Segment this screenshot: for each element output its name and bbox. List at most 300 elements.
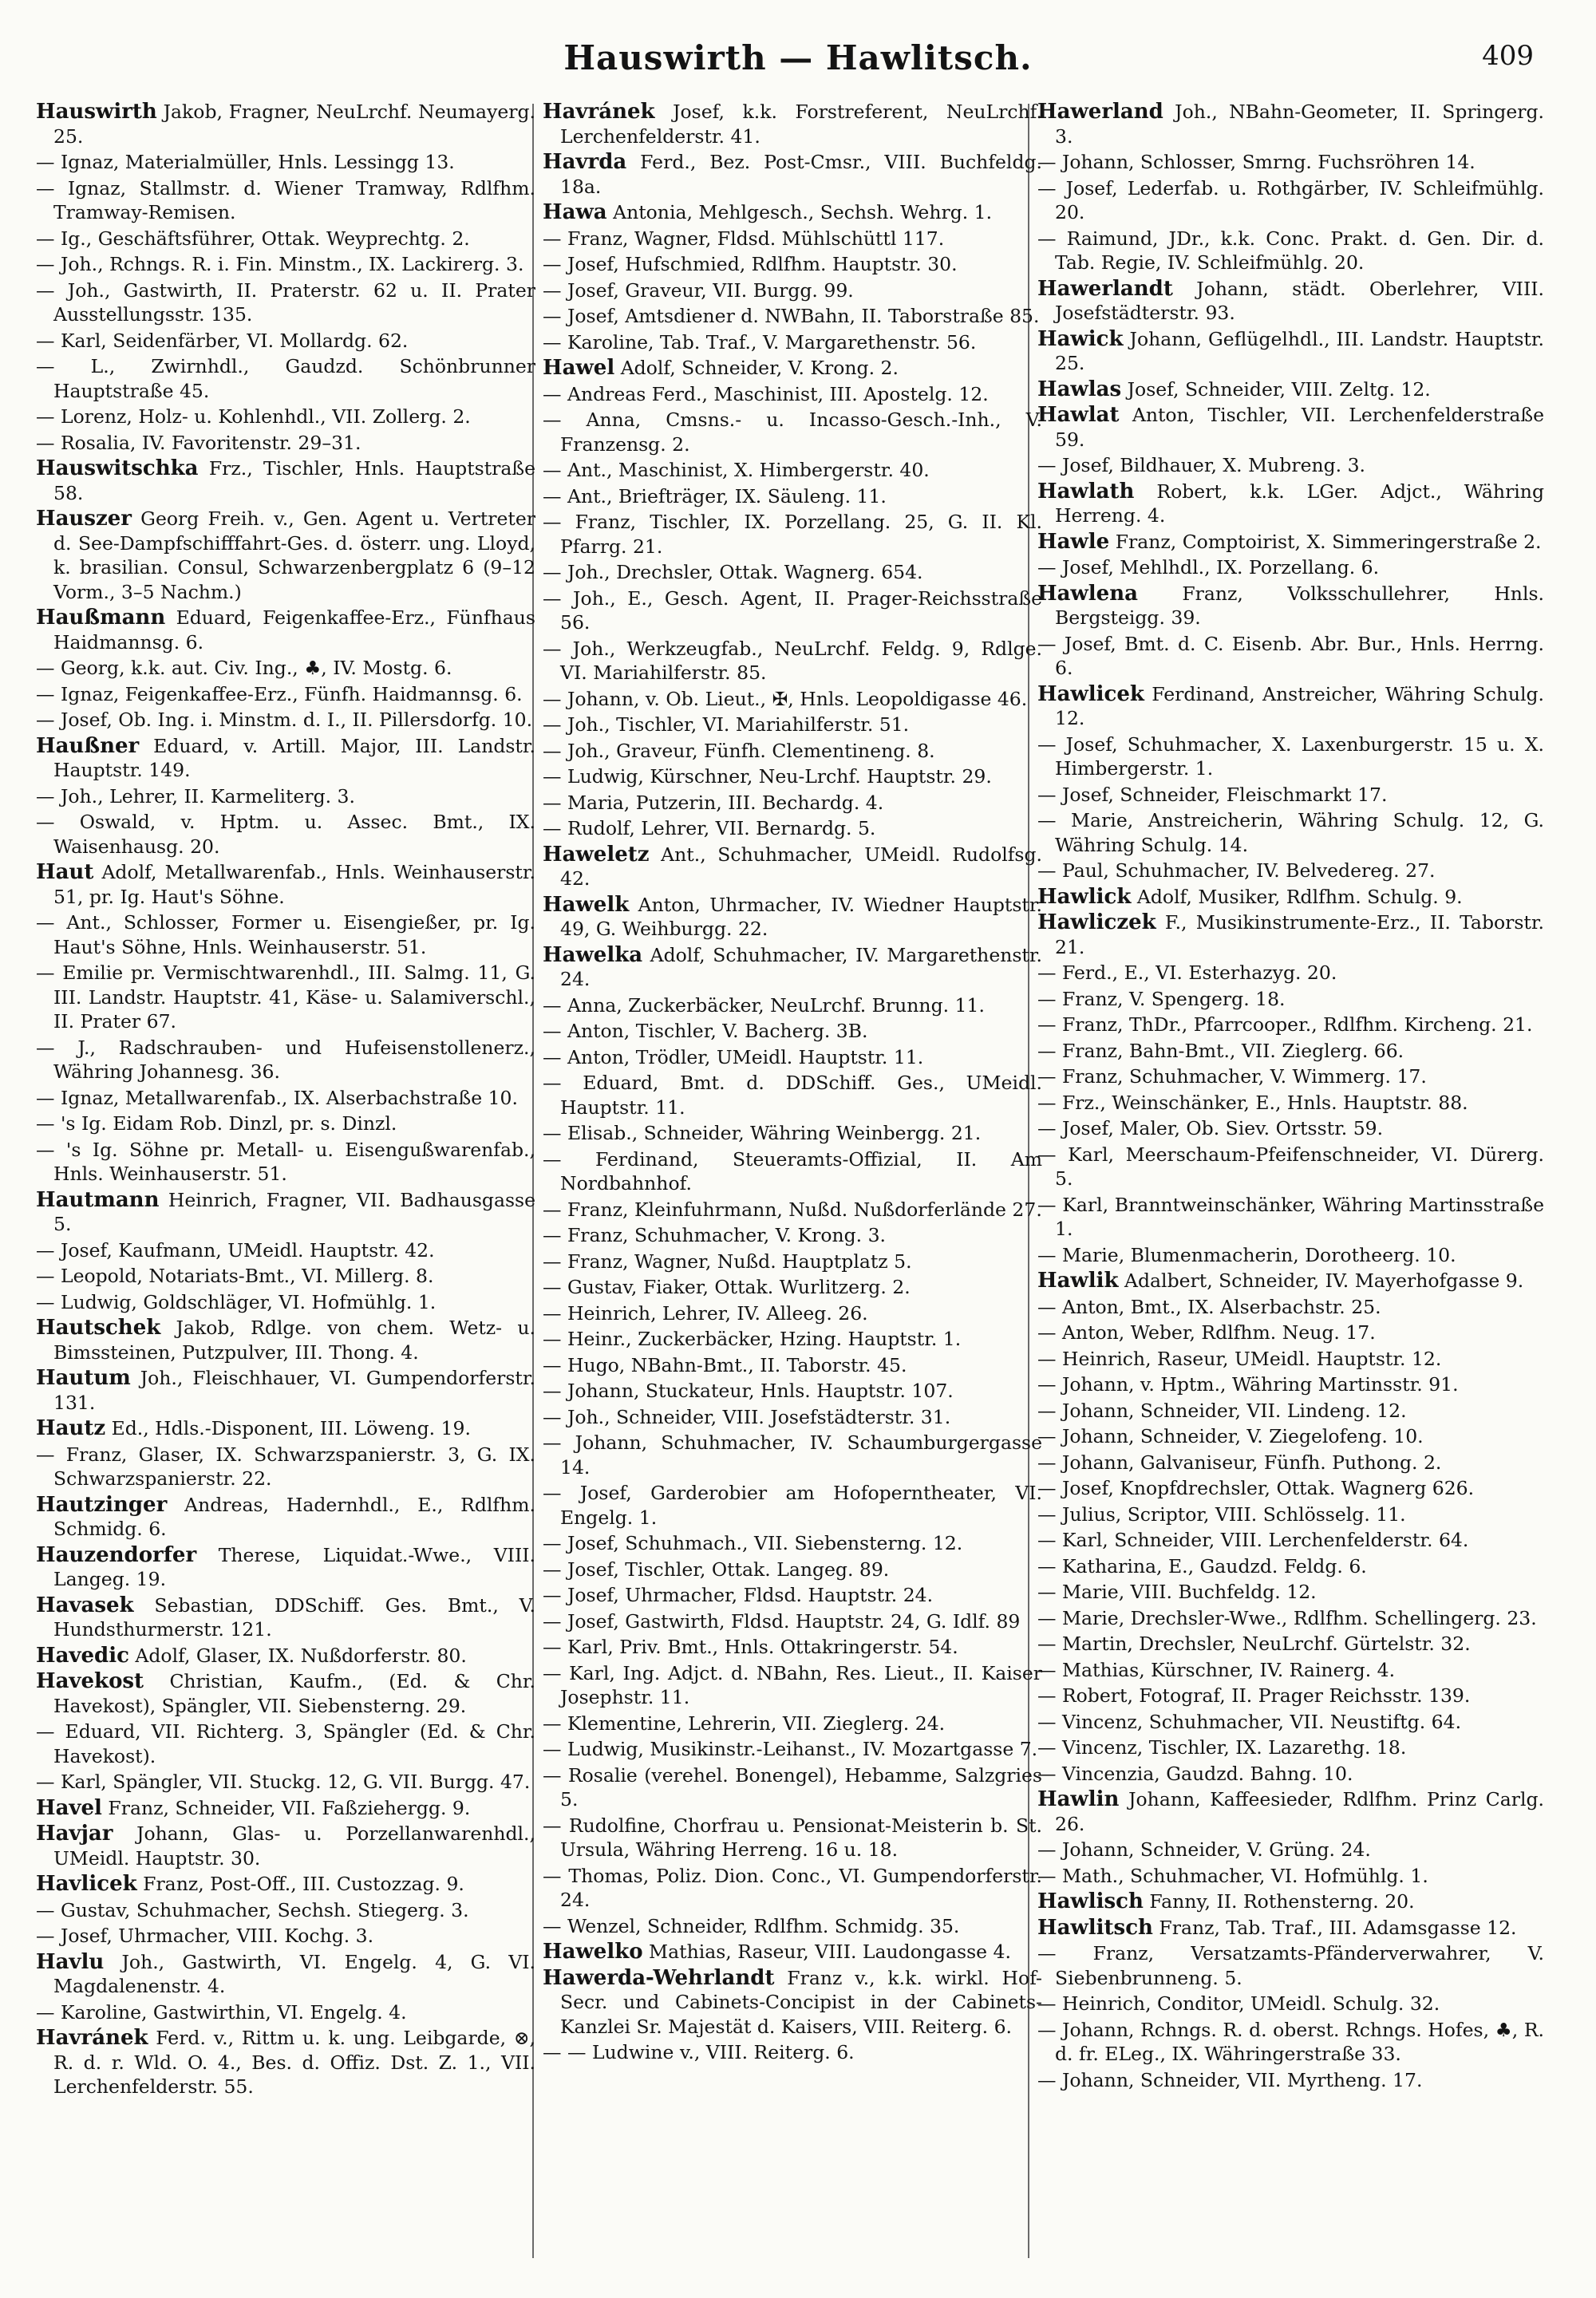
directory-entry (1037, 783, 1544, 807)
entry-details: Joh., Fleischhauer, VI. Gumpendorferstr. 131. (53, 1367, 535, 1414)
directory-entry (1037, 1735, 1544, 1760)
entry-details: — — Ludwine v., VIII. Reiterg. 6. (543, 2041, 855, 2063)
entry-details: — Franz, Wagner, Fldsd. Mühlschüttl 117. (543, 227, 945, 250)
entry-details: — Karoline, Gastwirthin, VI. Engelg. 4. (36, 2000, 407, 2024)
entry-surname: Hawa (543, 200, 607, 224)
directory-entry (543, 764, 1042, 789)
entry-details: Jakob, Rdlge. von chem. Wetz- u. Bimssteinen, Putzpulver, III. Thong. 4. (53, 1317, 535, 1364)
directory-entry (36, 1796, 535, 1821)
entry-details: — Johann, Schneider, V. Ziegelofeng. 10. (1037, 1425, 1424, 1447)
directory-entry (543, 739, 1042, 764)
directory-entry (543, 1864, 1042, 1913)
directory-entry (36, 252, 535, 277)
entry-details: — Math., Schuhmacher, VI. Hofmühlg. 1. (1037, 1864, 1428, 1887)
entry-details: Adalbert, Schneider, IV. Mayerhofgasse 9. (1118, 1269, 1524, 1292)
directory-entry (1037, 1838, 1544, 1862)
entry-surname: Hawlas (1037, 377, 1122, 401)
entry-surname: Hawlitsch (1037, 1915, 1153, 1940)
entry-details: — Lorenz, Holz- u. Kohlenhdl., VII. Zollerg. 2. (36, 405, 471, 428)
entry-details: — Ferdinand, Steueramts-Offizial, II. Am Nordbahnhof. (543, 1147, 1042, 1194)
entry-details: — Johann, v. Hptm., Währing Martinsstr. 91. (1037, 1373, 1459, 1396)
entry-surname: Hautz (36, 1416, 106, 1440)
directory-entry (543, 637, 1042, 685)
entry-surname: Hawlat (1037, 403, 1120, 427)
entry-details: — Anton, Bmt., IX. Alserbachstr. 25. (1037, 1295, 1381, 1318)
directory-entry (36, 784, 535, 809)
directory-entry (36, 910, 535, 959)
entry-details: Ed., Hdls.-Disponent, III. Löweng. 19. (105, 1417, 471, 1439)
directory-entry (36, 1264, 535, 1289)
entry-details: Jakob, Fragner, NeuLrchf. Neumayerg. 25. (53, 101, 535, 148)
entry-details: — Oswald, v. Hptm. u. Assec. Bmt., IX. Waisenhausg. 20. (36, 811, 535, 858)
directory-entry (36, 1924, 535, 1949)
entry-details: — Karl, Seidenfärber, VI. Mollardg. 62. (36, 329, 409, 352)
entry-details: — Marie, Blumenmacherin, Dorotheerg. 10. (1037, 1243, 1456, 1266)
entry-details: Heinrich, Fragner, VII. Badhausgasse 5. (53, 1188, 535, 1235)
entry-details: — Johann, Galvaniseur, Fünfh. Puthong. 2. (1037, 1451, 1442, 1474)
entry-details: — Gustav, Schuhmacher, Sechsh. Stiegerg. 3. (36, 1898, 469, 1921)
directory-entry (1037, 480, 1544, 528)
directory-entry (543, 510, 1042, 559)
directory-entry (1037, 1091, 1544, 1115)
entry-details: — J., Radschrauben- und Hufeisenstollenerz., Währing Johannesg. 36. (36, 1036, 535, 1083)
directory-entry (36, 1138, 535, 1187)
entry-surname: Hawerda-Wehrlandt (543, 1965, 775, 1990)
entry-details: — Emilie pr. Vermischtwarenhdl., III. Salmg. 11, G. III. Landstr. Hauptstr. 41, Käse- u. Salamiverschl., II. Prater 67. (36, 961, 535, 1033)
entry-surname: Havlicek (36, 1872, 137, 1896)
entry-details: — Marie, Drechsler-Wwe., Rdlfhm. Schellingerg. 23. (1037, 1606, 1537, 1629)
entry-details: — Klementine, Lehrerin, VII. Zieglerg. 24. (543, 1712, 946, 1735)
entry-surname: Hawlick (1037, 884, 1132, 909)
entry-surname: Hawlisch (1037, 1889, 1144, 1913)
directory-entry (36, 1443, 535, 1491)
directory-entry (1037, 277, 1544, 326)
entry-surname: Hawelko (543, 1940, 643, 1964)
directory-entry (543, 1712, 1042, 1736)
directory-entry (543, 1019, 1042, 1044)
entry-details: — Julius, Scriptor, VIII. Schlösselg. 11. (1037, 1502, 1406, 1526)
entry-details: — Joh., Gastwirth, II. Praterstr. 62 u. II. Prater Ausstellungsstr. 135. (36, 278, 535, 326)
entry-details: — Josef, Uhrmacher, Fldsd. Hauptstr. 24. (543, 1584, 934, 1606)
entry-surname: Hautum (36, 1366, 131, 1390)
column-3 (1037, 100, 1544, 2278)
directory-entry (1037, 808, 1544, 857)
entry-details: Adolf, Musiker, Rdlfhm. Schulg. 9. (1131, 885, 1463, 908)
directory-entry (543, 200, 1042, 225)
entry-details: — Marie, Anstreicherin, Währing Schulg. 12, G. Währing Schulg. 14. (1037, 809, 1544, 856)
entry-details: — Vincenz, Schuhmacher, VII. Neustiftg. 64. (1037, 1710, 1462, 1733)
entry-details: — Franz, Kleinfuhrmann, Nußd. Nußdorferlände 27. (543, 1198, 1042, 1221)
entry-details: — Heinrich, Conditor, UMeidl. Schulg. 32. (1037, 1992, 1440, 2015)
entry-details: — Joh., Tischler, VI. Mariahilferstr. 51. (543, 713, 910, 736)
directory-entry (1037, 453, 1544, 478)
entry-details: — Josef, Kaufmann, UMeidl. Hauptstr. 42. (36, 1238, 435, 1262)
entry-details: — Ludwig, Goldschläger, VI. Hofmühlg. 1. (36, 1290, 437, 1313)
entry-details: Robert, k.k. LGer. Adjct., Währing Herreng. 4. (1055, 480, 1544, 527)
entry-details: — Joh., Rchngs. R. i. Fin. Minstm., IX. Lackirerg. 3. (36, 253, 524, 275)
entry-details: — Karl, Schneider, VIII. Lerchenfelderstr. 64. (1037, 1529, 1469, 1551)
directory-entry (543, 687, 1042, 712)
directory-entry (543, 893, 1042, 942)
entry-details: — Franz, Schuhmacher, V. Wimmerg. 17. (1037, 1065, 1427, 1088)
directory-entry (1037, 1193, 1544, 1242)
entry-details: — Ant., Maschinist, X. Himbergerstr. 40. (543, 459, 930, 481)
directory-entry (1037, 1451, 1544, 1475)
directory-entry (543, 1301, 1042, 1326)
directory-entry (1037, 1064, 1544, 1089)
directory-entry (1037, 1941, 1544, 1990)
directory-entry (1037, 1295, 1544, 1320)
entry-details: — Josef, Gastwirth, Fldsd. Hauptstr. 24, G. Idlf. 89 (543, 1609, 1021, 1633)
directory-entry (36, 176, 535, 225)
entry-details: — Karl, Priv. Bmt., Hnls. Ottakringerstr. 54. (543, 1636, 958, 1658)
directory-entry (36, 150, 535, 175)
directory-entry (1037, 1476, 1544, 1501)
entry-surname: Hawlena (1037, 581, 1138, 606)
directory-entry (543, 1737, 1042, 1762)
directory-entry (543, 356, 1042, 381)
directory-entry (543, 330, 1042, 355)
entry-details: — Leopold, Notariats-Bmt., VI. Millerg. 8. (36, 1265, 434, 1287)
directory-entry (36, 1086, 535, 1111)
directory-entry (36, 961, 535, 1034)
directory-entry (1037, 1321, 1544, 1345)
entry-details: Andreas, Hadernhdl., E., Rdlfhm. Schmidg. 6. (53, 1493, 535, 1540)
directory-entry (543, 1353, 1042, 1378)
entry-details: — Ig., Geschäftsführer, Ottak. Weyprechtg. 2. (36, 227, 470, 250)
directory-entry (543, 560, 1042, 585)
entry-details: — Hugo, NBahn-Bmt., II. Taborstr. 45. (543, 1353, 907, 1376)
directory-entry (1037, 2018, 1544, 2067)
entry-details: — Josef, Knopfdrechsler, Ottak. Wagnerg 626. (1037, 1477, 1475, 1499)
entry-surname: Hawerlandt (1037, 276, 1173, 301)
directory-entry (1037, 1372, 1544, 1397)
entry-details: — Johann, Rchngs. R. d. oberst. Rchngs. Hofes, ♣, R. d. fr. ELeg., IX. Währingerstraße 33. (1037, 2018, 1544, 2065)
entry-details: Christian, Kaufm., (Ed. & Chr. Havekost), Spängler, VII. Siebensterng. 29. (53, 1670, 535, 1717)
entry-details: — Ludwig, Kürschner, Neu-Lrchf. Hauptstr. 29. (543, 765, 992, 788)
entry-details: — Andreas Ferd., Maschinist, III. Apostelg. 12. (543, 382, 989, 405)
entry-details: — Ignaz, Stallmstr. d. Wiener Tramway, Rdlfhm. Tramway-Remisen. (36, 176, 535, 223)
entry-details: Franz v., k.k. wirkl. Hof-Secr. und Cabinets-Concipist in der Cabinets-Kanzlei Sr. Majestät d. Kaisers, VIII. Reiterg. 6. (560, 1966, 1042, 2038)
entry-details: Johann, städt. Oberlehrer, VIII. Josefstädterstr. 93. (1055, 277, 1544, 324)
entry-surname: Havrda (543, 150, 627, 174)
directory-entry (543, 1071, 1042, 1119)
directory-entry (36, 1770, 535, 1795)
entry-details: — Joh., E., Gesch. Agent, II. Prager-Reichsstraße 56. (543, 586, 1042, 634)
entry-details: — Anna, Cmsns.- u. Incasso-Gesch.-Inh., V. Franzensg. 2. (543, 409, 1042, 456)
entry-details: — Georg, k.k. aut. Civ. Ing., ♣, IV. Mostg. 6. (36, 657, 452, 679)
entry-details: Franz, Volksschullehrer, Hnls. Bergsteigg. 39. (1055, 582, 1544, 629)
entry-details: — Josef, Bildhauer, X. Mubreng. 3. (1037, 454, 1366, 476)
directory-entry (36, 708, 535, 732)
directory-entry (543, 252, 1042, 277)
entry-details: Therese, Liquidat.-Wwe., VIII. Langeg. 19. (53, 1543, 535, 1590)
entry-details: — Joh., Drechsler, Ottak. Wagnerg. 654. (543, 561, 923, 583)
entry-details: — Gustav, Fiaker, Ottak. Wurlitzerg. 2. (543, 1276, 911, 1298)
entry-details: — Joh., Lehrer, II. Karmeliterg. 3. (36, 784, 355, 807)
directory-entry (543, 1481, 1042, 1530)
entry-details: — Anton, Tischler, V. Bacherg. 3B. (543, 1020, 868, 1042)
entry-details: — Anton, Trödler, UMeidl. Hauptstr. 11. (543, 1045, 924, 1068)
directory-entry (36, 656, 535, 681)
directory-entry (1037, 1916, 1544, 1941)
directory-entry (543, 1275, 1042, 1300)
entry-details: — Josef, Schuhmach., VII. Siebensterng. 12. (543, 1532, 963, 1554)
entry-details: Georg Freih. v., Gen. Agent u. Vertreter d. See-Dampfschifffahrt-Ges. d. österr. ung. Lloyd, k. brasilian. Consul, Schwarzenbergplatz 6 (9–12 Vorm., 3–5 Nachm.) (53, 507, 535, 603)
directory-entry (543, 1121, 1042, 1146)
entry-details: Franz, Post-Off., III. Custozzag. 9. (136, 1873, 464, 1895)
entry-details: — Ferd., E., VI. Esterhazyg. 20. (1037, 961, 1337, 984)
entry-details: — Elisab., Schneider, Währing Weinbergg. 21. (543, 1122, 982, 1144)
directory-entry (1037, 530, 1544, 555)
directory-entry (1037, 1992, 1544, 2016)
entry-details: — Karoline, Tab. Traf., V. Margarethenstr. 56. (543, 330, 977, 353)
entry-details: — Johann, Schlosser, Smrng. Fuchsröhren 14. (1037, 151, 1476, 173)
directory-entry (1037, 987, 1544, 1012)
directory-entry (36, 1872, 535, 1897)
directory-entry (1037, 1424, 1544, 1449)
directory-entry (36, 456, 535, 505)
entry-details: — Heinrich, Raseur, UMeidl. Hauptstr. 12. (1037, 1347, 1442, 1370)
entry-details: — Joh., Graveur, Fünfh. Clementineng. 8. (543, 739, 935, 762)
directory-entry (543, 304, 1042, 329)
entry-details: — Raimund, JDr., k.k. Conc. Prakt. d. Gen. Dir. d. Tab. Regie, IV. Schleifmühlg. 20. (1037, 227, 1544, 274)
directory-entry (543, 1763, 1042, 1812)
entry-surname: Haußmann (36, 606, 166, 630)
entry-details: — Franz, Glaser, IX. Schwarzspanierstr. 3, G. IX. Schwarzspanierstr. 22. (36, 1443, 535, 1490)
entry-details: — Josef, Uhrmacher, VIII. Kochg. 3. (36, 1925, 374, 1947)
entry-details: — Mathias, Kürschner, IV. Rainerg. 4. (1037, 1658, 1396, 1681)
entry-details: — Franz, Bahn-Bmt., VII. Zieglerg. 66. (1037, 1039, 1404, 1062)
entry-surname: Hawle (1037, 529, 1110, 554)
directory-entry (36, 278, 535, 327)
directory-entry (1037, 1889, 1544, 1914)
entry-details: — Marie, VIII. Buchfeldg. 12. (1037, 1581, 1317, 1603)
entry-details: Adolf, Schneider, V. Krong. 2. (614, 357, 899, 379)
directory-entry (543, 1940, 1042, 1964)
entry-details: — Johann, Schneider, VII. Myrtheng. 17. (1037, 2068, 1423, 2091)
entry-details: — Ludwig, Musikinstr.-Leihanst., IV. Mozartgasse 7. (543, 1738, 1038, 1760)
directory-entry (1037, 1013, 1544, 1037)
entry-details: — Maria, Putzerin, III. Bechardg. 4. (543, 791, 884, 814)
directory-entry (543, 1250, 1042, 1274)
directory-entry (543, 1914, 1042, 1939)
directory-entry (1037, 227, 1544, 275)
entry-details: Fanny, II. Rothensterng. 20. (1143, 1890, 1415, 1913)
directory-entry (543, 1405, 1042, 1430)
directory-entry (36, 354, 535, 403)
directory-entry (1037, 1039, 1544, 1064)
entry-details: — Vincenz, Tischler, IX. Lazarethg. 18. (1037, 1736, 1407, 1759)
entry-details: — Ignaz, Metallwarenfab., IX. Alserbachstraße 10. (36, 1086, 518, 1109)
entry-details: — Ant., Briefträger, IX. Säuleng. 11. (543, 484, 887, 507)
directory-entry (36, 1593, 535, 1642)
directory-entry (1037, 582, 1544, 630)
entry-details: Adolf, Schuhmacher, IV. Margarethenstr. 24. (560, 943, 1042, 990)
directory-entry (543, 1635, 1042, 1660)
entry-details: — Karl, Spängler, VII. Stuckg. 12, G. VII. Burgg. 47. (36, 1771, 531, 1793)
entry-details: Ant., Schuhmacher, UMeidl. Rudolfsg. 42. (560, 843, 1042, 890)
directory-entry (36, 606, 535, 654)
directory-entry (1037, 1658, 1544, 1683)
entry-details: — Franz, Tischler, IX. Porzellang. 25, G. II. Kl. Pfarrg. 21. (543, 511, 1042, 558)
directory-entry (1037, 2068, 1544, 2093)
entry-surname: Havel (36, 1795, 102, 1820)
entry-details: — Rudolf, Lehrer, VII. Bernardg. 5. (543, 817, 876, 839)
entry-surname: Hauswitschka (36, 456, 199, 480)
directory-entry (543, 1531, 1042, 1556)
directory-entry (543, 408, 1042, 456)
directory-entry (1037, 403, 1544, 452)
entry-details: — Josef, Garderobier am Hofoperntheater, VI. Engelg. 1. (543, 1482, 1042, 1529)
entry-details: Franz, Schneider, VII. Faßziehergg. 9. (101, 1796, 471, 1819)
entry-details: — Thomas, Poliz. Dion. Conc., VI. Gumpendorferstr. 24. (543, 1864, 1042, 1911)
entry-surname: Hawelk (543, 892, 630, 917)
entry-details: — Josef, Ob. Ing. i. Minstm. d. I., II. Pillersdorfg. 10. (36, 709, 533, 731)
entry-surname: Hauswirth (36, 100, 157, 124)
entry-details: Eduard, v. Artill. Major, III. Landstr. Hauptstr. 149. (53, 734, 535, 781)
directory-entry (543, 1147, 1042, 1196)
entry-details: — Joh., Schneider, VIII. Josefstädterstr. 31. (543, 1405, 951, 1428)
directory-entry (1037, 1684, 1544, 1708)
directory-entry (543, 713, 1042, 737)
entry-details: — 's Ig. Eidam Rob. Dinzl, pr. s. Dinzl. (36, 1112, 397, 1135)
directory-entry (1037, 377, 1544, 402)
directory-entry (543, 458, 1042, 483)
directory-entry (1037, 1762, 1544, 1787)
directory-entry (1037, 1116, 1544, 1141)
directory-entry (36, 1493, 535, 1542)
directory-entry (543, 993, 1042, 1018)
entry-surname: Havekost (36, 1669, 144, 1693)
directory-entry (36, 227, 535, 251)
entry-details: — Katharina, E., Gaudzd. Feldg. 6. (1037, 1554, 1367, 1577)
entry-surname: Hawlin (1037, 1787, 1120, 1811)
directory-entry (1037, 1243, 1544, 1268)
page-header (0, 32, 1596, 104)
entry-details: — Franz, ThDr., Pfarrcooper., Rdlfhm. Kircheng. 21. (1037, 1013, 1533, 1036)
directory-entry (543, 843, 1042, 891)
entry-details: Anton, Tischler, VII. Lerchenfelderstraße 59. (1055, 404, 1544, 451)
directory-entry (36, 1898, 535, 1923)
directory-entry (36, 1238, 535, 1263)
directory-entry (1037, 1580, 1544, 1605)
entry-surname: Havjar (36, 1822, 113, 1846)
directory-entry (543, 1609, 1042, 1634)
entry-details: — Frz., Weinschänker, E., Hnls. Hauptstr. 88. (1037, 1091, 1468, 1114)
column-1 (36, 100, 535, 2278)
directory-entry (36, 810, 535, 859)
directory-entry (1037, 1347, 1544, 1372)
entry-surname: Haußner (36, 733, 140, 758)
entry-surname: Haweletz (543, 842, 650, 867)
directory-entry (1037, 682, 1544, 731)
entry-details: — Eduard, VII. Richterg. 3, Spängler (Ed. & Chr. Havekost). (36, 1720, 535, 1767)
directory-entry (1037, 1787, 1544, 1836)
entry-details: — Eduard, Bmt. d. DDSchiff. Ges., UMeidl. Hauptstr. 11. (543, 1072, 1042, 1119)
entry-details: — Heinrich, Lehrer, IV. Alleeg. 26. (543, 1301, 868, 1325)
entry-details: Adolf, Metallwarenfab., Hnls. Weinhauserstr. 51, pr. Ig. Haut's Söhne. (53, 861, 535, 908)
directory-entry (36, 860, 535, 909)
directory-entry (543, 1814, 1042, 1862)
directory-entry (543, 227, 1042, 251)
entry-details: — Karl, Ing. Adjct. d. NBahn, Res. Lieut., II. Kaiser Josephstr. 11. (543, 1661, 1042, 1708)
directory-entry (1037, 859, 1544, 883)
entry-details: — Martin, Drechsler, NeuLrchf. Gürtelstr. 32. (1037, 1633, 1471, 1655)
directory-entry (1037, 1632, 1544, 1656)
directory-entry (36, 1950, 535, 1999)
directory-entry (543, 1327, 1042, 1352)
entry-details: Joh., NBahn-Geometer, II. Springerg. 3. (1055, 101, 1544, 148)
entry-details: — Johann, Schneider, V. Grüng. 24. (1037, 1838, 1371, 1861)
directory-entry (36, 1290, 535, 1315)
entry-details: — Josef, Tischler, Ottak. Langeg. 89. (543, 1558, 890, 1581)
entry-details: — Vincenzia, Gaudzd. Bahng. 10. (1037, 1762, 1353, 1785)
entry-surname: Hautzinger (36, 1492, 168, 1517)
directory-entry (36, 1543, 535, 1592)
directory-entry (1037, 1710, 1544, 1735)
entry-details: — Rosalie (verehel. Bonengel), Hebamme, Salzgries 5. (543, 1763, 1042, 1810)
entry-details: Ferdinand, Anstreicher, Währing Schulg. 12. (1055, 682, 1544, 729)
entry-details: — Karl, Branntweinschänker, Währing Martinsstraße 1. (1037, 1193, 1544, 1240)
directory-entry (543, 2040, 1042, 2065)
directory-entry (543, 1379, 1042, 1404)
entry-surname: Hauzendorfer (36, 1542, 197, 1567)
entry-details: Ferd., Bez. Post-Cmsr., VIII. Buchfeldg. 18a. (560, 151, 1042, 198)
entry-details: Antonia, Mehlgesch., Sechsh. Wehrg. 1. (606, 201, 993, 223)
directory-entry (36, 1188, 535, 1237)
entry-details: — Heinr., Zuckerbäcker, Hzing. Hauptstr. 1. (543, 1328, 962, 1350)
entry-surname: Havasek (36, 1593, 134, 1617)
directory-entry (543, 1045, 1042, 1070)
column-2 (543, 100, 1042, 2278)
directory-entry (1037, 885, 1544, 910)
directory-entry (1037, 327, 1544, 376)
entry-details: — Joh., Werkzeugfab., NeuLrchf. Feldg. 9, Rdlge. VI. Mariahilferstr. 85. (543, 637, 1042, 684)
directory-entry (1037, 555, 1544, 580)
entry-surname: Hawlicek (1037, 681, 1144, 706)
entry-surname: Havedic (36, 1643, 129, 1668)
entry-details: — Josef, Graveur, VII. Burgg. 99. (543, 278, 854, 302)
directory-entry (543, 943, 1042, 992)
entry-details: — Josef, Mehlhdl., IX. Porzellang. 6. (1037, 556, 1380, 578)
directory-entry (543, 278, 1042, 303)
entry-details: — Paul, Schuhmacher, IV. Belvedereg. 27. (1037, 859, 1436, 882)
directory-entry (543, 484, 1042, 509)
entry-details: — Robert, Fotograf, II. Prager Reichsstr. 139. (1037, 1684, 1471, 1707)
directory-entry (36, 2000, 535, 2025)
entry-details: — L., Zwirnhdl., Gaudzd. Schönbrunner Hauptstraße 45. (36, 355, 535, 402)
entry-details: Franz, Tab. Traf., III. Adamsgasse 12. (1152, 1916, 1517, 1939)
entry-details: — Ignaz, Feigenkaffee-Erz., Fünfh. Haidmannsg. 6. (36, 682, 523, 705)
directory-entry (543, 100, 1042, 148)
entry-surname: Havránek (543, 100, 655, 124)
directory-entry (1037, 1528, 1544, 1553)
entry-details: — Josef, Bmt. d. C. Eisenb. Abr. Bur., Hnls. Herrng. 6. (1037, 632, 1544, 679)
directory-entry (36, 1416, 535, 1441)
directory-entry (543, 1558, 1042, 1582)
directory-entry (543, 1223, 1042, 1248)
entry-details: — Anna, Zuckerbäcker, NeuLrchf. Brunng. 11. (543, 993, 985, 1017)
entry-details: — Ant., Schlosser, Former u. Eisengießer, pr. Ig. Haut's Söhne, Hnls. Weinhauserstr. 51. (36, 911, 535, 958)
entry-surname: Hawerland (1037, 100, 1163, 124)
entry-details: Frz., Tischler, Hnls. Hauptstraße 58. (53, 457, 535, 504)
entry-details: — Josef, Maler, Ob. Siev. Ortsstr. 59. (1037, 1117, 1384, 1139)
directory-entry (36, 2026, 535, 2099)
entry-details: Joh., Gastwirth, VI. Engelg. 4, G. VI. Magdalenenstr. 4. (53, 1950, 535, 1997)
directory-entry (1037, 100, 1544, 148)
running-title: Hauswirth — Hawlitsch. (563, 38, 1033, 77)
